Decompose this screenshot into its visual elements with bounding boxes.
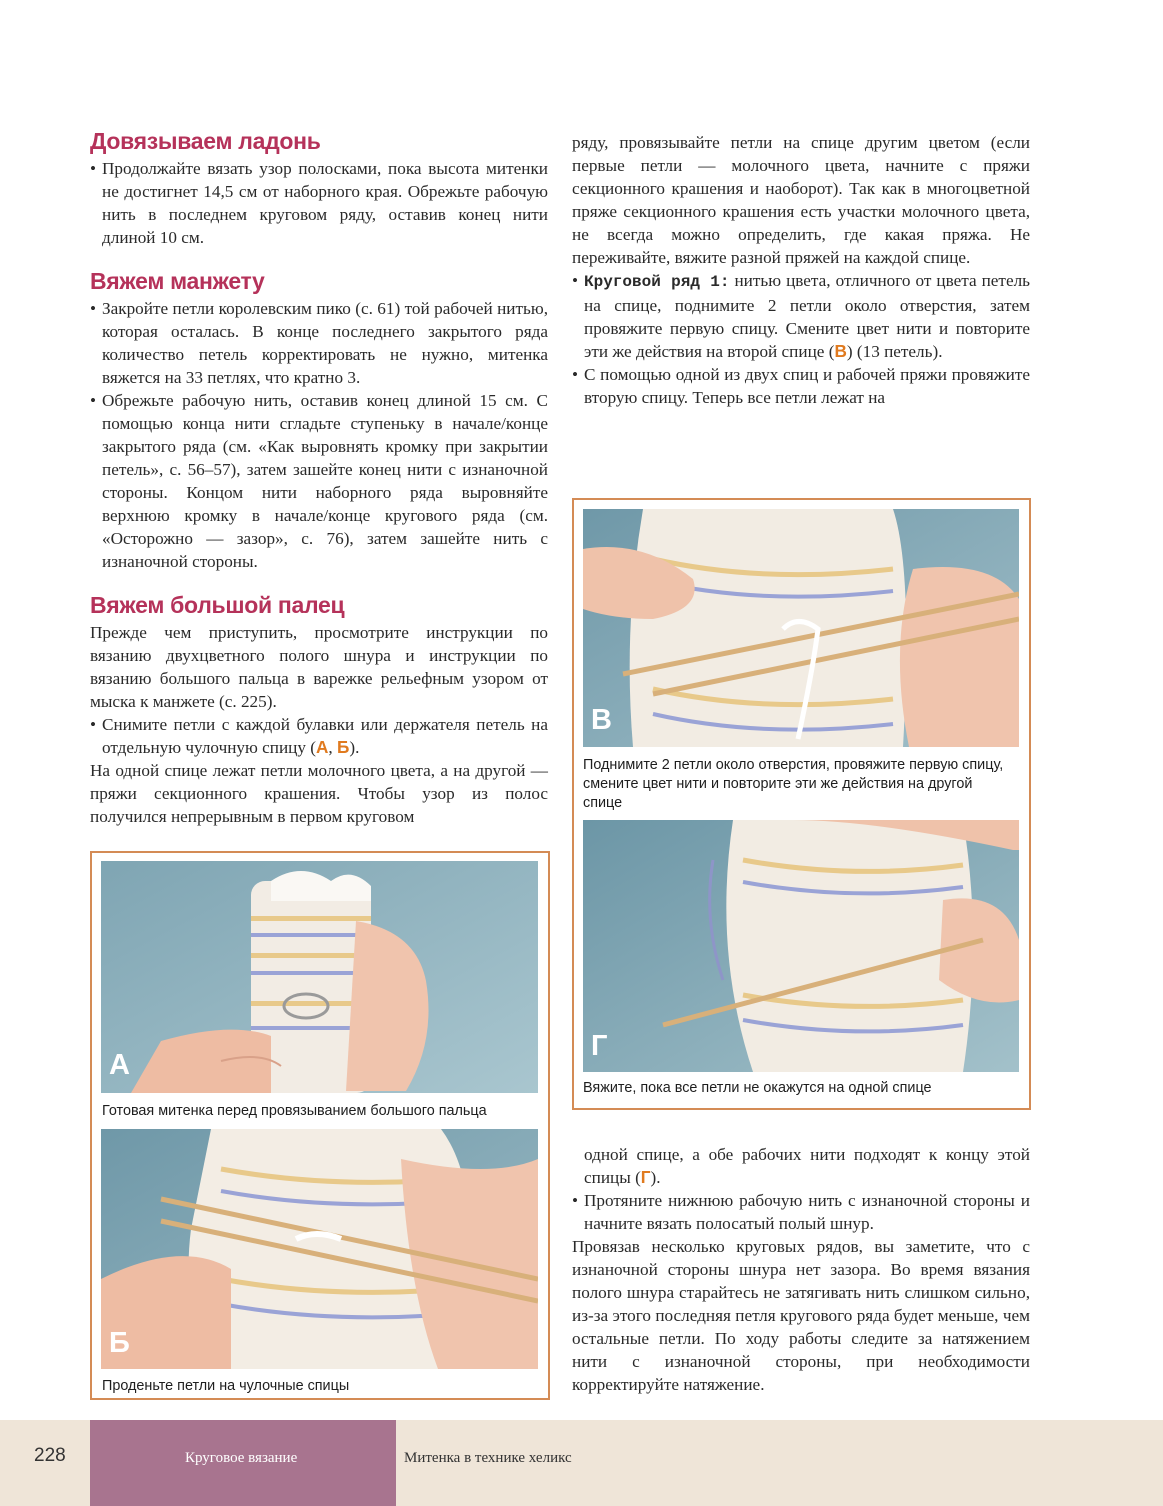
ref-separator: , [328, 738, 338, 757]
heading-palm: Довязываем ладонь [90, 128, 321, 154]
caption-b: Проденьте петли на чулочные спицы [102, 1378, 350, 1394]
thumb-step-1 [90, 713, 548, 759]
continue-text [572, 1143, 1030, 1189]
cuff-step-1: • Закройте петли королевским пико (с. 61) той рабочей нитью, которая осталась. В конце последнего закрытого ряда количество петель корректировать не нужно, митенка вяжется на 33 петлях, что кратно 3. [90, 297, 548, 389]
figure-letter-a: А [109, 1049, 130, 1081]
palm-step: • Продолжайте вязать узор полосками, пока высота митенки не достигнет 14,5 см от наборного края. Обрежьте рабочую нить в последнем круговом ряду, оставив конец нити длиной 10 см. [90, 157, 548, 249]
photo-a [101, 861, 538, 1093]
round-1-text: нитью цвета, отличного от цвета петель на спице, поднимите 2 петли около отверстия, затем провяжите первую спицу. Смените цвет нити и повторите эти же действия на второй спице ( [584, 271, 1030, 361]
heading-cuff: Вяжем манжету [90, 268, 265, 294]
continue-text-a: одной спице, а обе рабочих нити подходят к концу этой спицы ( [584, 1145, 1030, 1187]
right-column-top [572, 131, 1030, 409]
caption-g: Вяжите, пока все петли не окажутся на одной спице [583, 1080, 932, 1096]
caption-v: Поднимите 2 петли около отверстия, провяжите первую спицу, смените цвет нити и повторите эти же действия на другой спице [583, 757, 1004, 811]
second-needle-step: • С помощью одной из двух спиц и рабочей пряжи провяжите вторую спицу. Теперь все петли лежат на [572, 363, 1030, 409]
footer-chapter-title: Митенка в технике хеликс [404, 1450, 572, 1466]
round-1-label: Круговой ряд 1: [584, 273, 730, 291]
heading-thumb: Вяжем большой палец [90, 592, 345, 618]
thumb-step-1-end: ). [349, 738, 360, 757]
photo-v [583, 509, 1019, 747]
cuff-step-2: • Обрежьте рабочую нить, оставив конец длиной 15 см. С помощью конца нити сгладьте ступеньку в начале/конце закрытого ряда (см. «Как выровнять кромку при закрытии петель», с. 56–57), затем зашейте конец нити с изнаночной стороны. Концом нити наборного ряда выровняйте верхнюю кромку в начале/конце кругового ряда (см. «Осторожно — зазор», с. 76), затем зашейте нить с изнаночной стороны. [90, 389, 548, 573]
caption-a: Готовая митенка перед провязыванием большого пальца [102, 1103, 487, 1119]
round-1-step [572, 269, 1030, 363]
ref-v: В [834, 341, 847, 361]
page-number: 228 [34, 1445, 66, 1466]
figure-letter-v: В [591, 704, 612, 736]
round-1-end: ) (13 петель). [846, 342, 943, 361]
figure-letter-b: Б [109, 1327, 130, 1359]
thumb-note: На одной спице лежат петли молочного цвета, а на другой — пряжи секционного крашения. Чтобы узор из полос получился непрерывным в первом круговом [90, 761, 548, 826]
photo-g [583, 820, 1019, 1072]
continue-text-b: ). [650, 1168, 661, 1187]
right-column-bottom [572, 1143, 1030, 1396]
pull-yarn-step: • Протяните нижнюю рабочую нить с изнаночной стороны и начните вязать полосатый полый шнур. [572, 1189, 1030, 1235]
figure-panel-left [90, 851, 550, 1400]
ref-g: Г [640, 1167, 651, 1187]
ref-b: Б [337, 737, 350, 757]
tension-note: Провязав несколько круговых рядов, вы заметите, что с изнаночной стороны шнура нет зазора. Во время вязания полого шнура старайтесь не затягивать нить слишком сильно, из-за этого последняя петля кругового ряда будет меньше, чем остальные петли. По ходу работы следите за натяжением нити с изнаночной стороны, при необходимости корректируйте натяжение. [572, 1237, 1030, 1394]
thumb-step-1-text: Снимите петли с каждой булавки или держателя петель на отдельную чулочную спицу ( [102, 715, 548, 757]
ref-a: А [316, 737, 329, 757]
photo-b [101, 1129, 538, 1369]
footer-section-name: Круговое вязание [185, 1450, 298, 1466]
left-column [90, 127, 548, 828]
thumb-intro: Прежде чем приступить, просмотрите инструкции по вязанию двухцветного полого шнура и инструкции по вязанию большого пальца в варежке рельефным узором от мыска к манжете (с. 225). [90, 623, 548, 711]
figure-panel-right [572, 498, 1031, 1110]
page-footer [0, 1420, 1163, 1506]
figure-letter-g: Г [591, 1030, 608, 1062]
stripe-note: ряду, провязывайте петли на спице другим цветом (если первые петли — молочного цвета, начните с пряжи секционного крашения и наоборот). Так как в многоцветной пряже секционного крашения есть участки молочного цвета, не всегда можно определить, где какая пряжа. Не переживайте, вяжите разной пряжей на каждой спице. [572, 133, 1030, 267]
